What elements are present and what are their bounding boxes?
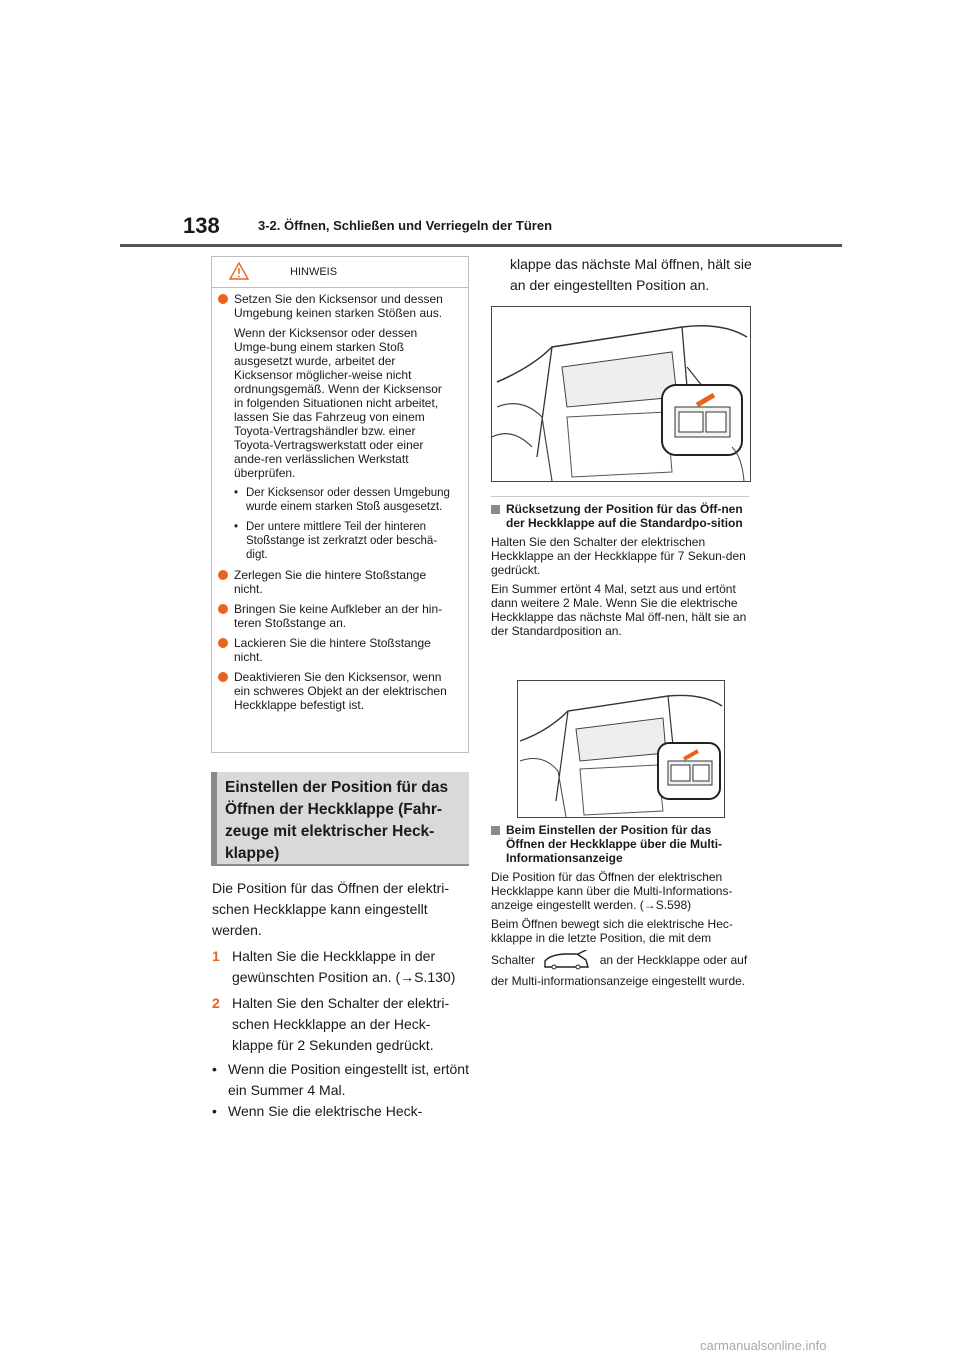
mid-paragraph: Schalter an der Heckklappe oder auf der Multi-informationsanzeige eingestellt wurde. xyxy=(491,950,749,990)
notice-paragraph: Wenn der Kicksensor oder dessen Umge-bung einem starken Stoß ausgesetzt wurde, arbeitet der Kicksensor möglicher-weise nicht ordnungsgemäß. Wenn der Kicksensor in folgenden Situationen nicht arbeitet, lassen Sie das Fahrzeug von einem Toyota-Vertragshändler bzw. einer Toyota-Vertragswerkstatt oder einer ande-ren verlässlichen Werkstatt überprüfen. xyxy=(234,326,442,480)
notice-bullet: Zerlegen Sie die hintere Stoßstange nicht. xyxy=(218,568,454,596)
reset-paragraph: Ein Summer ertönt 4 Mal, setzt aus und ertönt dann weitere 2 Male. Wenn Sie die elektrische Heckklappe das nächste Mal öff-nen, hält sie an der Standardposition an. xyxy=(491,582,747,638)
left-column xyxy=(212,878,470,1122)
notice-bullet: Deaktivieren Sie den Kicksensor, wenn ein schweres Objekt an der elektrischen Heckklappe befestigt ist. xyxy=(218,670,454,712)
mid-paragraph: Beim Öffnen bewegt sich die elektrische Hec-kklappe in die letzte Position, die mit dem xyxy=(491,917,733,945)
section-heading: Einstellen der Position für das Öffnen der Heckklappe (Fahr-zeuge mit elektrischer Heck-klappe) xyxy=(225,779,449,862)
warning-icon xyxy=(228,261,250,281)
watermark: carmanualsonline.info xyxy=(700,1338,827,1353)
notice-bullet: Setzen Sie den Kicksensor und dessen Umgebung keinen starken Stößen aus. xyxy=(218,292,454,320)
notice-header xyxy=(212,257,468,288)
tailgate-illustration-2 xyxy=(517,680,725,818)
intro-text: Die Position für das Öffnen der elektri-schen Heckklappe kann eingestellt werden. xyxy=(212,880,450,938)
notice-sub-item: • Der untere mittlere Teil der hinteren Stoßstange ist zerkratzt oder beschä-digt. xyxy=(234,521,438,561)
notice-sub-item: • Der Kicksensor oder dessen Umgebung wurde einem starken Stoß ausgesetzt. xyxy=(234,487,450,513)
list-item: • Wenn Sie die elektrische Heck- xyxy=(212,1103,423,1119)
section-title: 3-2. Öffnen, Schließen und Verriegeln der Türen xyxy=(258,218,553,233)
notice-bullet: Lackieren Sie die hintere Stoßstange nicht. xyxy=(218,636,454,664)
reset-section xyxy=(491,502,749,638)
mid-section xyxy=(491,823,749,990)
page-number: 138 xyxy=(183,213,220,238)
mid-paragraph: Die Position für das Öffnen der elektrischen Heckklappe kann über die Multi-Informations-anzeige eingestellt werden. (→S.598) xyxy=(491,870,733,912)
step-1: 1 Halten Sie die Heckklappe in der gewünschten Position an. (→S.130) xyxy=(212,948,456,985)
notice-box xyxy=(211,256,469,753)
mid-section-title: Beim Einstellen der Position für das Öffnen der Heckklappe über die Multi-Informationsanzeige xyxy=(491,823,749,865)
step-2: 2 Halten Sie den Schalter der elektri-schen Heckklappe an der Heck-klappe für 2 Sekunden gedrückt. xyxy=(212,995,450,1053)
notice-title: HINWEIS xyxy=(290,266,338,278)
reset-paragraph: Halten Sie den Schalter der elektrischen Heckklappe an der Heckklappe für 7 Sekun-den gedrückt. xyxy=(491,535,746,577)
header-divider xyxy=(120,244,842,247)
list-item: • Wenn die Position eingestellt ist, ertönt ein Summer 4 Mal. xyxy=(212,1061,469,1098)
section-heading-box xyxy=(211,772,469,864)
divider xyxy=(491,496,749,497)
reset-section-title: Rücksetzung der Position für das Öff-nen der Heckklappe auf die Standardpo-sition xyxy=(491,502,749,530)
notice-bullet: Bringen Sie keine Aufkleber an der hin-teren Stoßstange an. xyxy=(218,602,454,630)
tailgate-switch-icon xyxy=(542,950,592,972)
continuation-text: klappe das nächste Mal öffnen, hält sie an der eingestellten Position an. xyxy=(510,256,752,293)
tailgate-illustration-1 xyxy=(491,306,751,482)
